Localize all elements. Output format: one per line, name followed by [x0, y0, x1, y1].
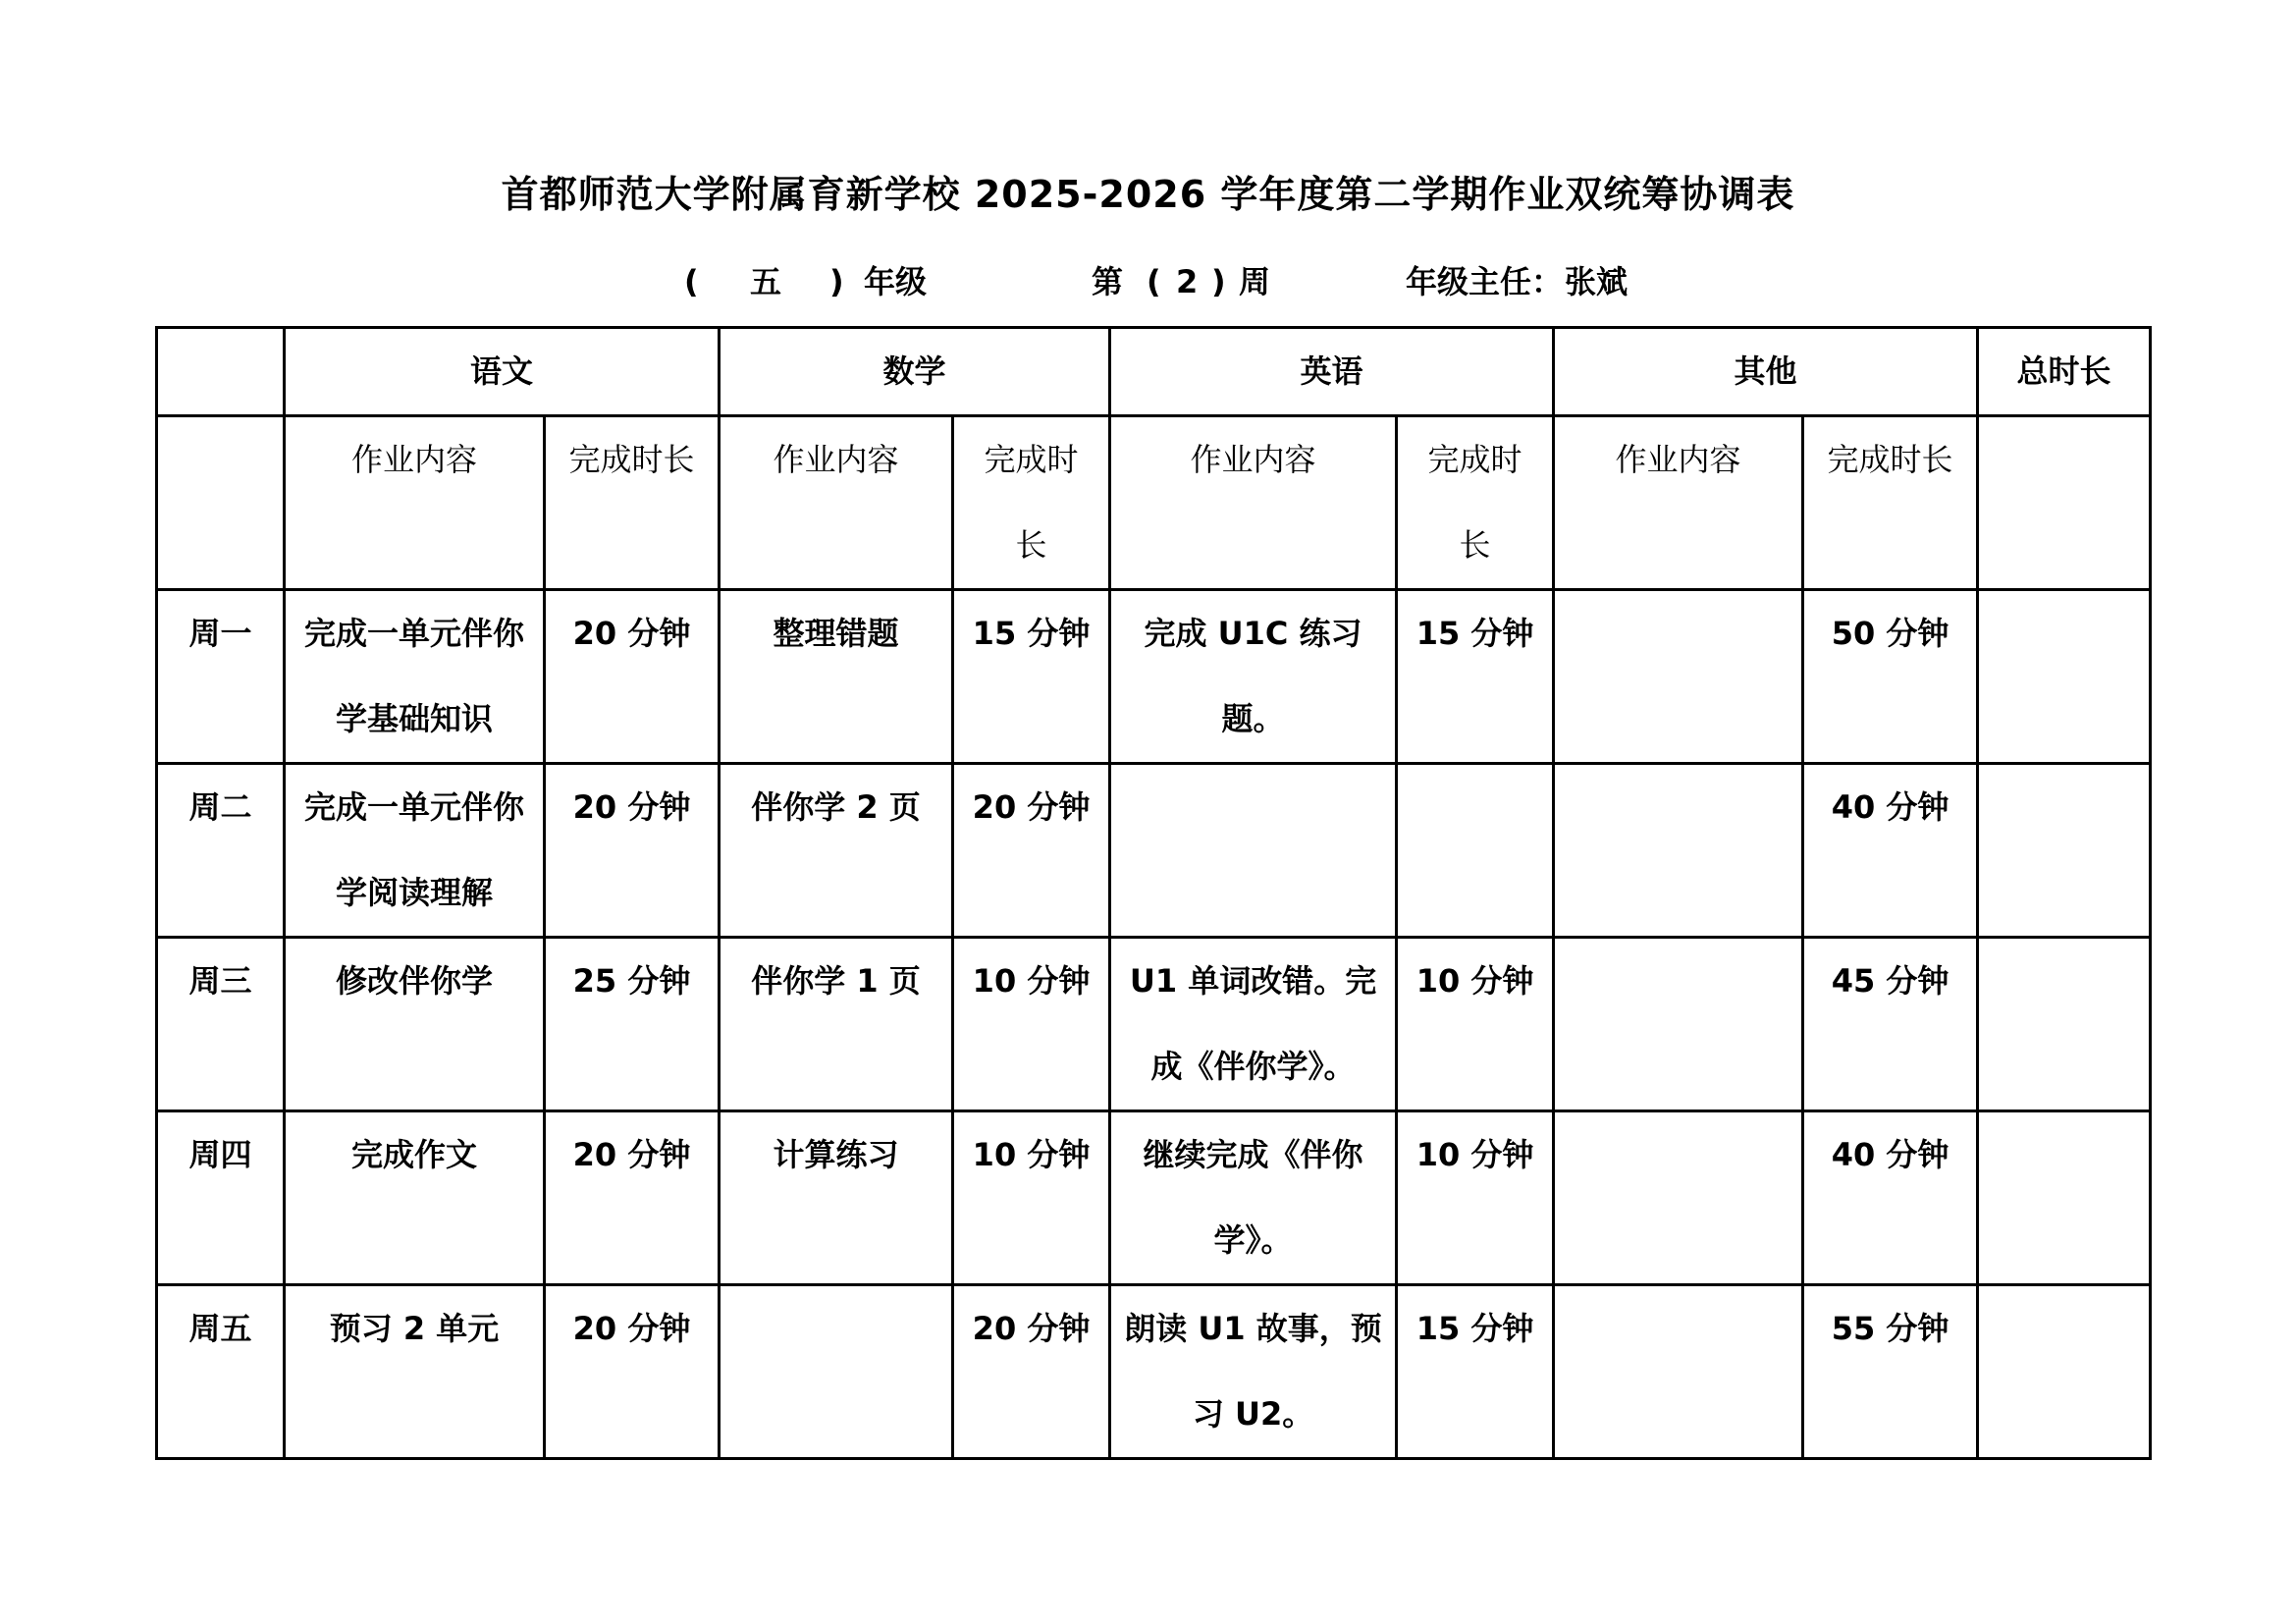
subject-header-row	[157, 328, 2151, 416]
total-cell	[1978, 938, 2151, 1111]
other-duration-header: 完成时长	[1803, 416, 1978, 590]
grade-label: 年级	[864, 263, 928, 300]
table-row	[157, 590, 2151, 764]
week-prefix: 第	[1092, 263, 1124, 300]
math-time-cell: 10 分钟	[953, 1111, 1110, 1285]
corner-cell	[157, 328, 285, 416]
math-time-cell: 15 分钟	[953, 590, 1110, 764]
week-close-paren: )	[1211, 263, 1226, 300]
other-time-cell: 45 分钟	[1803, 938, 1978, 1111]
math-content-cell: 计算练习	[720, 1111, 953, 1285]
math-duration-header: 完成时长	[953, 416, 1110, 590]
chinese-time-cell: 20 分钟	[545, 1285, 720, 1459]
math-content-cell: 伴你学 2 页	[720, 764, 953, 938]
sub-header-row	[157, 416, 2151, 590]
week-value: 2	[1176, 263, 1199, 300]
english-content-header: 作业内容	[1110, 416, 1397, 590]
total-empty-header	[1978, 416, 2151, 590]
math-content-header: 作业内容	[720, 416, 953, 590]
grade-open-paren: (	[684, 263, 699, 300]
director-name: 张斌	[1565, 263, 1629, 300]
other-content-cell	[1554, 590, 1803, 764]
day-header-cell	[157, 416, 285, 590]
day-cell: 周三	[157, 938, 285, 1111]
english-content-cell	[1110, 764, 1397, 938]
english-time-cell	[1397, 764, 1554, 938]
other-time-cell: 40 分钟	[1803, 764, 1978, 938]
chinese-content-cell: 预习 2 单元	[285, 1285, 545, 1459]
day-cell: 周一	[157, 590, 285, 764]
table-row	[157, 1285, 2151, 1459]
math-content-cell: 伴你学 1 页	[720, 938, 953, 1111]
other-content-cell	[1554, 1285, 1803, 1459]
other-time-cell: 40 分钟	[1803, 1111, 1978, 1285]
week-open-paren: (	[1147, 263, 1161, 300]
grade-value: 五	[750, 263, 782, 300]
chinese-content-cell: 完成一单元伴你学基础知识	[285, 590, 545, 764]
other-content-cell	[1554, 938, 1803, 1111]
english-content-cell: U1 单词改错。完成《伴你学》。	[1110, 938, 1397, 1111]
table-row	[157, 1111, 2151, 1285]
chinese-time-cell: 20 分钟	[545, 764, 720, 938]
chinese-time-cell: 20 分钟	[545, 590, 720, 764]
chinese-duration-header: 完成时长	[545, 416, 720, 590]
table-row	[157, 938, 2151, 1111]
total-duration-header: 总时长	[1978, 328, 2151, 416]
other-content-cell	[1554, 1111, 1803, 1285]
homework-schedule-table	[155, 326, 2152, 1460]
other-content-cell	[1554, 764, 1803, 938]
math-content-cell: 整理错题	[720, 590, 953, 764]
english-duration-header: 完成时长	[1397, 416, 1554, 590]
total-cell	[1978, 1285, 2151, 1459]
chinese-content-cell: 修改伴你学	[285, 938, 545, 1111]
english-time-cell: 15 分钟	[1397, 1285, 1554, 1459]
document-subtitle	[0, 257, 2296, 306]
subject-math: 数学	[720, 328, 1110, 416]
table-row	[157, 764, 2151, 938]
total-cell	[1978, 1111, 2151, 1285]
director-label: 年级主任：	[1406, 263, 1564, 300]
document-title: 首都师范大学附属育新学校 2025-2026 学年度第二学期作业双统筹协调表	[501, 173, 1795, 216]
grade-close-paren: )	[829, 263, 844, 300]
day-cell: 周二	[157, 764, 285, 938]
total-cell	[1978, 590, 2151, 764]
english-time-cell: 10 分钟	[1397, 938, 1554, 1111]
english-content-cell: 朗读 U1 故事，预习 U2。	[1110, 1285, 1397, 1459]
math-time-cell: 20 分钟	[953, 764, 1110, 938]
total-cell	[1978, 764, 2151, 938]
chinese-content-header: 作业内容	[285, 416, 545, 590]
week-suffix: 周	[1239, 263, 1271, 300]
math-content-cell	[720, 1285, 953, 1459]
day-cell: 周五	[157, 1285, 285, 1459]
other-content-header: 作业内容	[1554, 416, 1803, 590]
subject-other: 其他	[1554, 328, 1978, 416]
english-time-cell: 15 分钟	[1397, 590, 1554, 764]
chinese-time-cell: 25 分钟	[545, 938, 720, 1111]
other-time-cell: 50 分钟	[1803, 590, 1978, 764]
math-time-cell: 20 分钟	[953, 1285, 1110, 1459]
other-time-cell: 55 分钟	[1803, 1285, 1978, 1459]
subject-english: 英语	[1110, 328, 1554, 416]
english-content-cell: 继续完成《伴你学》。	[1110, 1111, 1397, 1285]
day-cell: 周四	[157, 1111, 285, 1285]
subject-chinese: 语文	[285, 328, 720, 416]
chinese-content-cell: 完成一单元伴你学阅读理解	[285, 764, 545, 938]
english-content-cell: 完成 U1C 练习题。	[1110, 590, 1397, 764]
math-time-cell: 10 分钟	[953, 938, 1110, 1111]
chinese-content-cell: 完成作文	[285, 1111, 545, 1285]
chinese-time-cell: 20 分钟	[545, 1111, 720, 1285]
english-time-cell: 10 分钟	[1397, 1111, 1554, 1285]
